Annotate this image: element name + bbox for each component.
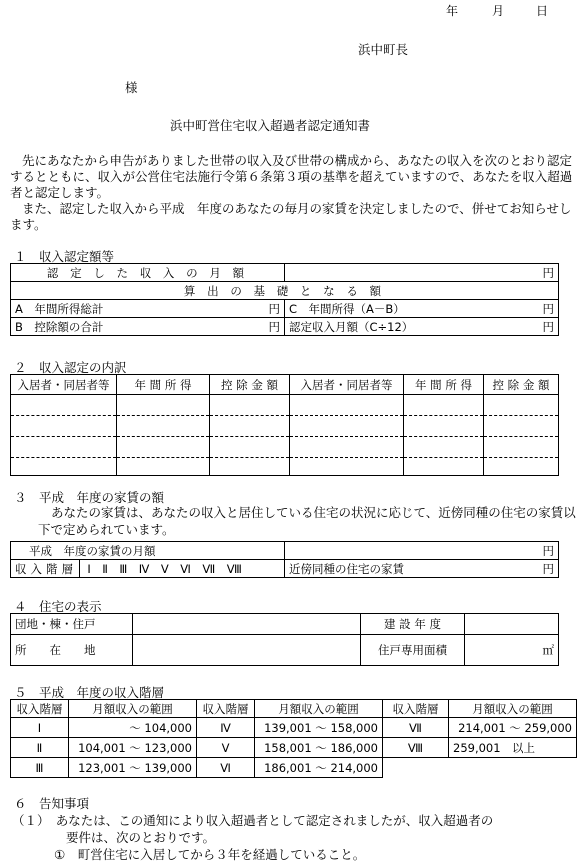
- notice-sub-1: ① 町営住宅に入居してから３年を経過していること。: [54, 847, 366, 862]
- annual-income-c: C 年間所得（A－B） 円: [285, 300, 559, 318]
- header-range-2: 月額収入の範囲: [255, 700, 383, 718]
- header-level-3: 収入階層: [383, 700, 449, 718]
- yen-unit: 円: [285, 264, 559, 282]
- location-label: 所 在 地: [11, 635, 133, 666]
- addressee-suffix: 様: [125, 80, 138, 95]
- construction-year-label: 建 設 年 度: [361, 614, 465, 635]
- table-row: [11, 395, 559, 416]
- table-row: [11, 416, 559, 437]
- yen-unit: 円: [285, 542, 559, 560]
- section-6-heading: ６ 告知事項: [14, 796, 90, 811]
- header-range-3: 月額収入の範囲: [449, 700, 577, 718]
- housing-table: [10, 613, 559, 666]
- section-4-heading: ４ 住宅の表示: [14, 599, 102, 614]
- col-deduction: 控 除 金 額: [210, 375, 290, 395]
- area-label: 住戸専用面積: [361, 635, 465, 666]
- annual-income-total: A 年間所得総計 円: [11, 300, 285, 318]
- col-deduction-2: 控 除 金 額: [484, 375, 559, 395]
- notice-item-1: （１） あなたは、この通知により収入超過者として認定されましたが、収入超過者の: [12, 813, 494, 828]
- section-1-heading: １ 収入認定額等: [14, 249, 115, 264]
- col-resident: 入居者・同居者等: [11, 375, 117, 395]
- header-range-1: 月額収入の範囲: [69, 700, 197, 718]
- date-day: 日: [536, 4, 549, 18]
- income-breakdown-table: [10, 374, 559, 476]
- area-unit: ㎡: [465, 635, 559, 666]
- header-level-1: 収入階層: [11, 700, 69, 718]
- table-row: Ⅰ ～ 104,000 Ⅳ 139,001 ～ 158,000 Ⅶ 214,001 ～ 259,000: [11, 718, 577, 738]
- rent-table: [10, 541, 559, 578]
- income-level-options: Ⅰ Ⅱ Ⅲ Ⅳ Ⅴ Ⅵ Ⅶ Ⅷ: [87, 561, 242, 576]
- income-level-table: [10, 699, 577, 778]
- section-2-heading: ２ 収入認定の内訳: [14, 360, 127, 375]
- document-title: 浜中町営住宅収入超過者認定通知書: [170, 118, 371, 133]
- table-row: [11, 437, 559, 458]
- col-annual-income: 年 間 所 得: [117, 375, 210, 395]
- table-row: Ⅲ 123,001 ～ 139,000 Ⅵ 186,001 ～ 214,000: [11, 758, 577, 778]
- monthly-recognized-income: 認定収入月額（C÷12） 円: [285, 318, 559, 336]
- calculation-basis-label: 算 出 の 基 礎 と な る 額: [11, 282, 559, 300]
- section-3-heading: ３ 平成 年度の家賃の額: [14, 490, 165, 505]
- deduction-total: B 控除額の合計 円: [11, 318, 285, 336]
- site-label: 団地・棟・住戸: [11, 614, 133, 635]
- notice-item-1-cont: 要件は、次のとおりです。: [66, 830, 216, 845]
- nearby-rent: 近傍同種の住宅の家賃 円: [285, 560, 559, 578]
- date-month: 月: [492, 4, 505, 18]
- section-5-heading: ５ 平成 年度の収入階層: [14, 685, 165, 700]
- income-level-row: 収入階層 Ⅰ Ⅱ Ⅲ Ⅳ Ⅴ Ⅵ Ⅶ Ⅷ: [11, 560, 285, 578]
- income-table: [10, 263, 559, 336]
- intro-paragraph-1: 先にあなたから申告がありました世帯の収入及び世帯の構成から、あなたの収入を次のとおり認定するとともに、収入が公営住宅法施行令第６条第３項の基準を超えていますので、あなたを収入超過者と認定します。: [10, 153, 573, 200]
- col-annual-income-2: 年 間 所 得: [404, 375, 484, 395]
- recognized-monthly-income-label: 認 定 し た 収 入 の 月 額: [11, 264, 285, 282]
- intro-text: [10, 153, 580, 233]
- monthly-rent-label: 平成 年度の家賃の月額: [11, 542, 285, 560]
- header-level-2: 収入階層: [197, 700, 255, 718]
- table-row: [11, 458, 559, 476]
- sender: 浜中町長: [358, 42, 409, 57]
- col-resident-2: 入居者・同居者等: [290, 375, 404, 395]
- rent-explanation: あなたの家賃は、あなたの収入と居住している住宅の状況に応じて、近傍同種の住宅の家賃以下で定められています。: [38, 505, 576, 537]
- intro-paragraph-2: また、認定した収入から平成 年度のあなたの毎月の家賃を決定しましたので、併せてお知らせします。: [10, 201, 572, 232]
- table-row: Ⅱ 104,001 ～ 123,000 Ⅴ 158,001 ～ 186,000 Ⅷ 259,001 以上: [11, 738, 577, 758]
- date-year: 年: [446, 4, 459, 18]
